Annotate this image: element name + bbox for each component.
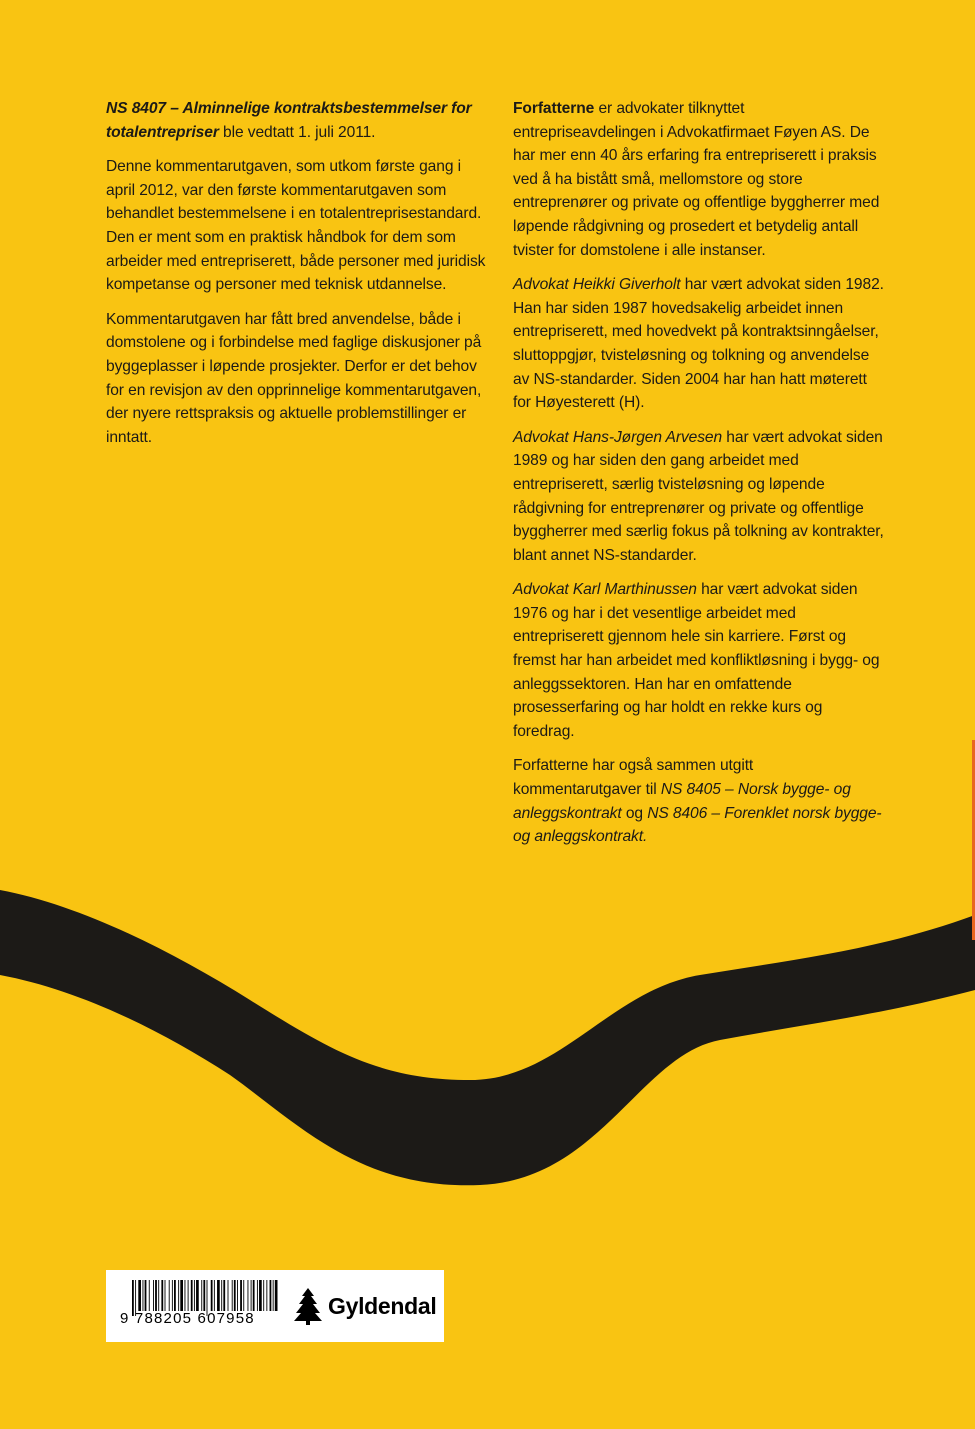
barcode-bar	[248, 1280, 249, 1311]
barcode-bar	[232, 1280, 233, 1311]
barcode-bar	[266, 1280, 267, 1311]
isbn-publisher-box	[106, 1270, 444, 1342]
barcode-bar	[153, 1280, 154, 1311]
barcode-bar	[211, 1280, 213, 1311]
author-bio-text: har vært advokat siden 1976 og har i det vesentlige arbeidet med entrepriserett gjennom hele sin karriere. Først og fremst har han arbeidet med konfliktløsning i bygg- og anleggssektoren. Han har en omfattende prosesserfaring og har holdt en rekke kurs og foredrag.	[513, 581, 880, 740]
edition-paragraph: Denne kommentarutgaven, som utkom første gang i april 2012, var den første kommentarutgaven som behandlet bestemmelsene i en totalentreprisestandard. Den er ment som en praktisk håndbok for dem som arbeider med entrepriserett, både personer med juridisk kompetanse og personer med teknisk utdannelse.	[106, 158, 486, 294]
barcode-bar	[240, 1280, 242, 1311]
other-works-paragraph	[513, 754, 885, 848]
left-column	[106, 97, 490, 460]
barcode-bar	[237, 1280, 238, 1311]
barcode-bar	[161, 1280, 163, 1311]
author-name: Advokat Hans-Jørgen Arvesen	[513, 428, 723, 446]
author-bio-giverholt	[513, 273, 885, 415]
barcode-bar	[165, 1280, 166, 1311]
publisher-name: Gyldendal	[328, 1292, 437, 1319]
barcode-bar	[263, 1280, 264, 1311]
author-bio-text: har vært advokat siden 1982. Han har siden 1987 hovedsakelig arbeidet innen entrepriserett, med hovedvekt på kontraktsinngåelser, sluttoppgjør, tvisteløsning og tolkning og anvendelse av NS-standarder. Siden 2004 har han hatt møterett for Høyesterett (H).	[513, 276, 884, 412]
barcode-bar	[234, 1280, 236, 1311]
barcode-bar	[145, 1280, 147, 1311]
author-bio-text: har vært advokat siden 1989 og har siden den gang arbeidet med entrepriserett, særlig tvisteløsning og løpende rådgivning for entreprenører og private og offentlige byggherrer med særlig fokus på tolkning av kontrakter, blant annet NS-standarder.	[513, 428, 884, 564]
barcode-bar	[143, 1280, 144, 1311]
barcode-bar	[172, 1280, 173, 1311]
road-graphic	[0, 880, 975, 1240]
barcode-bar	[196, 1280, 199, 1311]
barcode-bar	[191, 1280, 193, 1311]
publisher-logo	[292, 1284, 437, 1328]
other-work-title: NS 8405 – Norsk bygge- og anleggskontrakt	[513, 781, 851, 822]
authors-paragraph	[513, 97, 885, 262]
standard-title: NS 8407 – Alminnelige kontraktsbestemmelser for totalentrepriser	[106, 100, 472, 141]
other-works-text: Forfatterne har også sammen utgitt kommentarutgaver til	[513, 757, 754, 799]
barcode-bar	[158, 1280, 159, 1311]
barcode-bar	[257, 1280, 258, 1311]
barcode-bar	[221, 1280, 222, 1311]
barcode-bar	[259, 1280, 262, 1311]
barcode-bar	[243, 1280, 244, 1311]
right-column	[513, 97, 885, 860]
barcode-bar	[138, 1280, 141, 1311]
author-name: Advokat Karl Marthinussen	[513, 581, 697, 599]
barcode-bar	[149, 1280, 150, 1311]
barcode-bar	[201, 1280, 202, 1311]
barcode-bar	[155, 1280, 157, 1311]
barcode-bar	[180, 1280, 183, 1311]
barcode-bar	[194, 1280, 195, 1311]
barcode-bar	[188, 1280, 189, 1311]
barcode-bar	[217, 1280, 220, 1311]
barcode-bar	[178, 1280, 179, 1311]
revision-paragraph: Kommentarutgaven har fått bred anvendelse, både i domstolene og i forbindelse med faglige diskusjoner på byggeplasser i løpende prosjekter. Derfor er det behov for en revisjon av den opprinnelige kommentarutgaven, der nyere rettspraksis og aktuelle problemstillinger er inntatt.	[106, 310, 482, 446]
road-band	[0, 890, 975, 1185]
author-bio-marthinussen	[513, 578, 885, 743]
barcode-bar	[275, 1280, 278, 1311]
barcode-bar	[214, 1280, 215, 1311]
barcode-bar	[273, 1280, 274, 1311]
barcode-bar	[203, 1280, 205, 1311]
barcode-bar	[253, 1280, 255, 1311]
barcode-bar	[228, 1280, 229, 1311]
barcode-bar	[169, 1280, 170, 1311]
tree-icon	[292, 1287, 324, 1325]
barcode-bar	[174, 1280, 176, 1311]
barcode-bar	[185, 1280, 186, 1311]
barcode-bar	[251, 1280, 252, 1311]
author-bio-arvesen	[513, 426, 885, 568]
intro-paragraph	[106, 97, 490, 144]
other-works-text: og	[621, 804, 648, 822]
adoption-date-text: ble vedtatt 1. juli 2011.	[218, 123, 376, 141]
authors-text: er advokater tilknyttet entrepriseavdelingen i Advokatfirmaet Føyen AS. De har mer enn 40 års erfaring fra entrepriserett i praksis ved å ha bistått små, mellomstore og store entreprenører og private og offentlige byggherrer med løpende rådgivning og prosedert et betydelig antall tvister for domstolene i alle instanser.	[513, 100, 880, 259]
barcode-bar	[223, 1280, 225, 1311]
authors-lead: Forfatterne	[513, 100, 595, 117]
author-name: Advokat Heikki Giverholt	[513, 276, 681, 294]
other-work-title: NS 8406 – Forenklet norsk bygge- og anleggskontrakt.	[513, 804, 882, 846]
barcode-bar	[270, 1280, 272, 1311]
isbn-digits: 9 788205 607958	[120, 1310, 255, 1327]
